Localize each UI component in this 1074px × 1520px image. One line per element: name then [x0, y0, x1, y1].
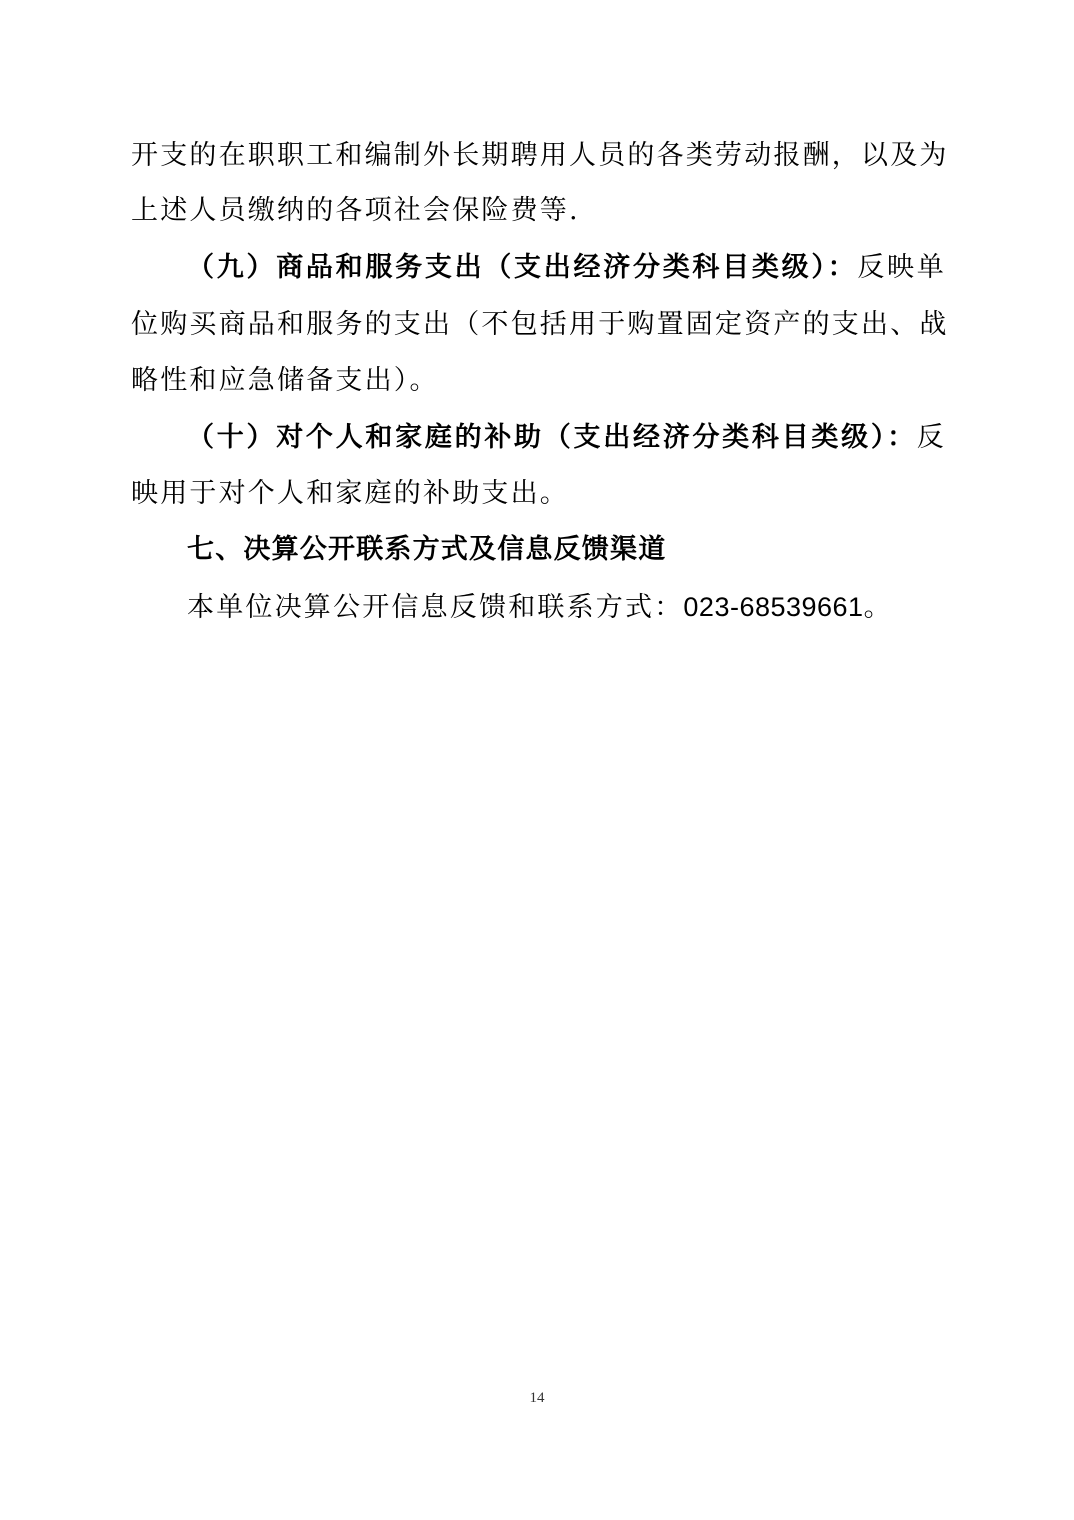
body-text: 映用于对个人和家庭的补助支出。 [131, 478, 569, 509]
paragraph-line [131, 364, 946, 398]
paragraph-line [131, 477, 946, 511]
section-heading: 七、决算公开联系方式及信息反馈渠道 [187, 534, 667, 565]
body-text: 开支的在职职工和编制外长期聘用人员的各类劳动报酬，以及为 [131, 140, 949, 171]
paragraph-line [131, 308, 949, 342]
paragraph-line [187, 421, 946, 455]
body-text: 位购买商品和服务的支出（不包括用于购置固定资产的支出、战 [131, 309, 949, 340]
contact-label: 本单位决算公开信息反馈和联系方式： [187, 592, 684, 623]
term-heading: （十）对个人和家庭的补助（支出经济分类科目类级）： [187, 422, 917, 453]
body-text: 反映单 [857, 252, 946, 283]
paragraph-line [187, 251, 946, 285]
body-text: 反 [916, 422, 946, 453]
term-heading: （九）商品和服务支出（支出经济分类科目类级）： [187, 252, 858, 283]
paragraph-line [131, 139, 949, 173]
body-text: 略性和应急储备支出）。 [131, 365, 439, 396]
page-number: 14 [529, 1390, 545, 1406]
body-text: 上述人员缴纳的各项社会保险费等. [131, 195, 580, 226]
contact-line [187, 590, 946, 625]
contact-end: 。 [863, 592, 893, 623]
paragraph-line [131, 194, 946, 228]
contact-phone: 023-68539661 [683, 592, 864, 622]
